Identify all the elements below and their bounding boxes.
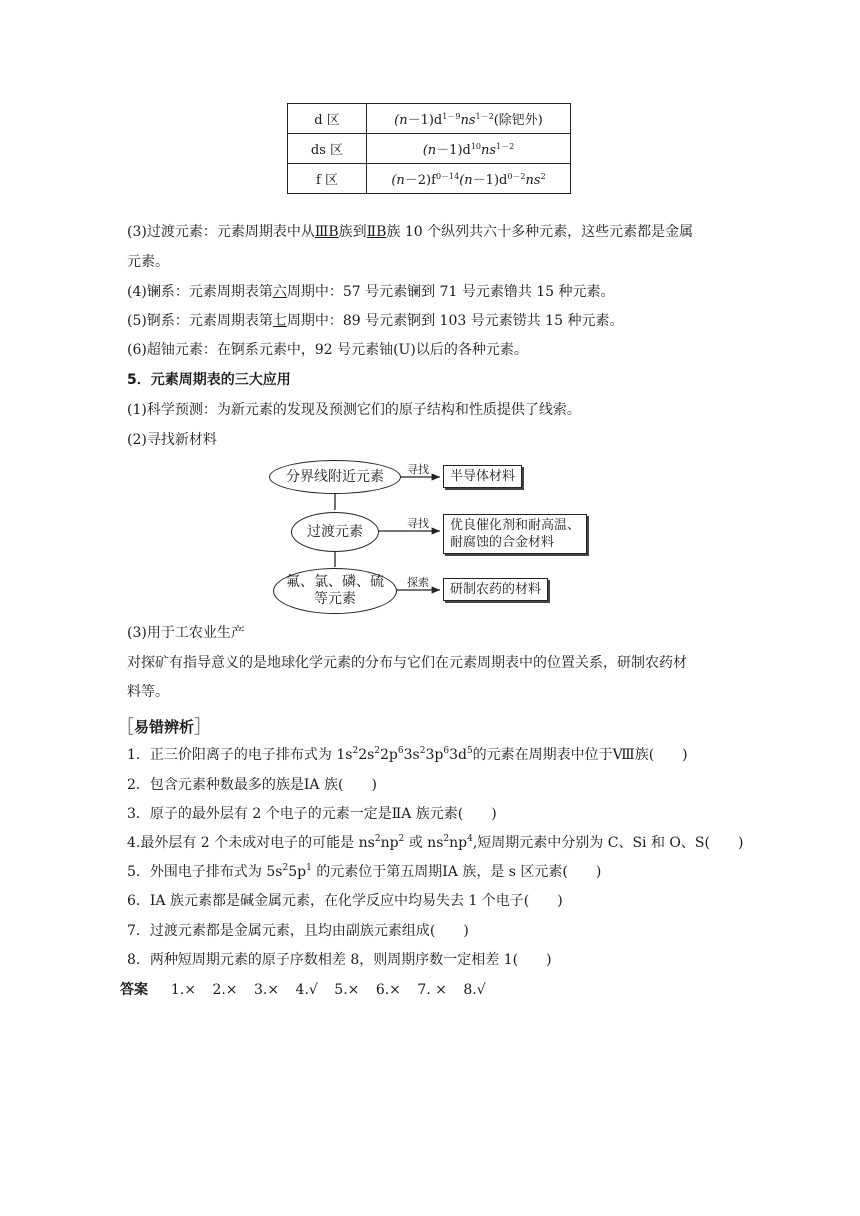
table-row (288, 134, 571, 164)
question-2: 2．包含元素种数最多的族是ⅠA 族( ) (127, 777, 377, 793)
new-materials-diagram (265, 450, 605, 614)
para-actinides: (5)锕系：元素周期表第七周期中：89 号元素锕到 103 号元素铹共 15 种元素。 (127, 313, 624, 329)
para-transition-elements-cont: 元素。 (127, 254, 169, 270)
box-semiconductor: 半导体材料 (443, 465, 522, 488)
para-transuranium: (6)超铀元素：在锕系元素中，92 号元素铀(U)以后的各种元素。 (127, 342, 528, 358)
answer-line (120, 981, 486, 999)
para-lanthanides: (4)镧系：元素周期表第六周期中：57 号元素镧到 71 号元素镥共 15 种元素。 (127, 284, 615, 300)
region-cell: ds 区 (288, 134, 367, 164)
para-transition-elements: (3)过渡元素：元素周期表中从ⅢB族到ⅡB族 10 个纵列共六十多种元素，这些元素都是金属 (127, 224, 694, 240)
answer-item: 6.× (375, 982, 401, 998)
ellipse-boundary-elements: 分界线附近元素 (269, 460, 401, 494)
region-cell: f 区 (288, 164, 367, 194)
answer-item: 8.√ (463, 982, 486, 998)
arrow-label: 寻找 (407, 517, 429, 530)
question-1: 1．正三价阳离子的电子排布式为 $1s^22s^22p^63s^23p^63d^5$的元素在周期表中位于Ⅷ族( ) (127, 746, 688, 763)
answer-item: 5.× (334, 982, 360, 998)
table-row (288, 104, 571, 134)
ellipse-transition-elements: 过渡元素 (291, 512, 379, 552)
arrow-label: 探索 (407, 576, 429, 589)
table-row (288, 164, 571, 194)
question-8: 8．两种短周期元素的原子序数相差 8，则周期序数一定相差 1( ) (127, 952, 552, 968)
question-6: 6．ⅠA 族元素都是碱金属元素，在化学反应中均易失去 1 个电子( ) (127, 893, 563, 909)
para-prediction: (1)科学预测：为新元素的发现及预测它们的原子结构和性质提供了线索。 (127, 402, 581, 418)
box-catalyst-alloy: 优良催化剂和耐高温、 耐腐蚀的合金材料 (443, 514, 587, 554)
para-industry: (3)用于工农业生产 (127, 625, 245, 641)
answer-item: 4.√ (295, 982, 318, 998)
question-3: 3．原子的最外层有 2 个电子的元素一定是ⅡA 族元素( ) (127, 806, 497, 822)
block-config-table (287, 103, 571, 194)
para-mining: 对探矿有指导意义的是地球化学元素的分布与它们在元素周期表中的位置关系，研制农药材 (127, 655, 687, 671)
heading-applications: 5．元素周期表的三大应用 (127, 372, 291, 388)
question-5: 5．外围电子排布式为 $5s^25p^1$ 的元素位于第五周期ⅠA 族，是 s 区元素( ) (127, 863, 602, 880)
para-new-materials: (2)寻找新材料 (127, 432, 217, 448)
para-mining-cont: 料等。 (127, 684, 169, 700)
config-cell: $(n-1)d^{1-9}ns^{1-2}$(除钯外) (367, 104, 571, 134)
question-7: 7．过渡元素都是金属元素，且均由副族元素组成( ) (127, 923, 469, 939)
question-4: 4.最外层有 2 个未成对电子的可能是 $ns^2np^2$ 或 $ns^2np^4$,短周期元素中分别为 C、Si 和 O、S( ) (127, 834, 744, 851)
ellipse-nonmetal-elements: 氟、氯、磷、硫 等元素 (273, 568, 397, 614)
answer-label: 答案 (120, 982, 148, 998)
section-title-error-analysis: ［易错辨析］ (116, 717, 213, 738)
answer-item: 7. × (417, 982, 447, 998)
answer-item: 1.× (170, 982, 196, 998)
config-cell: $(n-2)f^{0-14}(n-1)d^{0-2}ns^2$ (367, 164, 571, 194)
answer-item: 3.× (254, 982, 280, 998)
region-cell: d 区 (288, 104, 367, 134)
answer-item: 2.× (212, 982, 238, 998)
config-cell: $(n-1)d^{10}ns^{1-2}$ (367, 134, 571, 164)
box-pesticide: 研制农药的材料 (443, 578, 548, 601)
arrow-label: 寻找 (407, 463, 429, 476)
